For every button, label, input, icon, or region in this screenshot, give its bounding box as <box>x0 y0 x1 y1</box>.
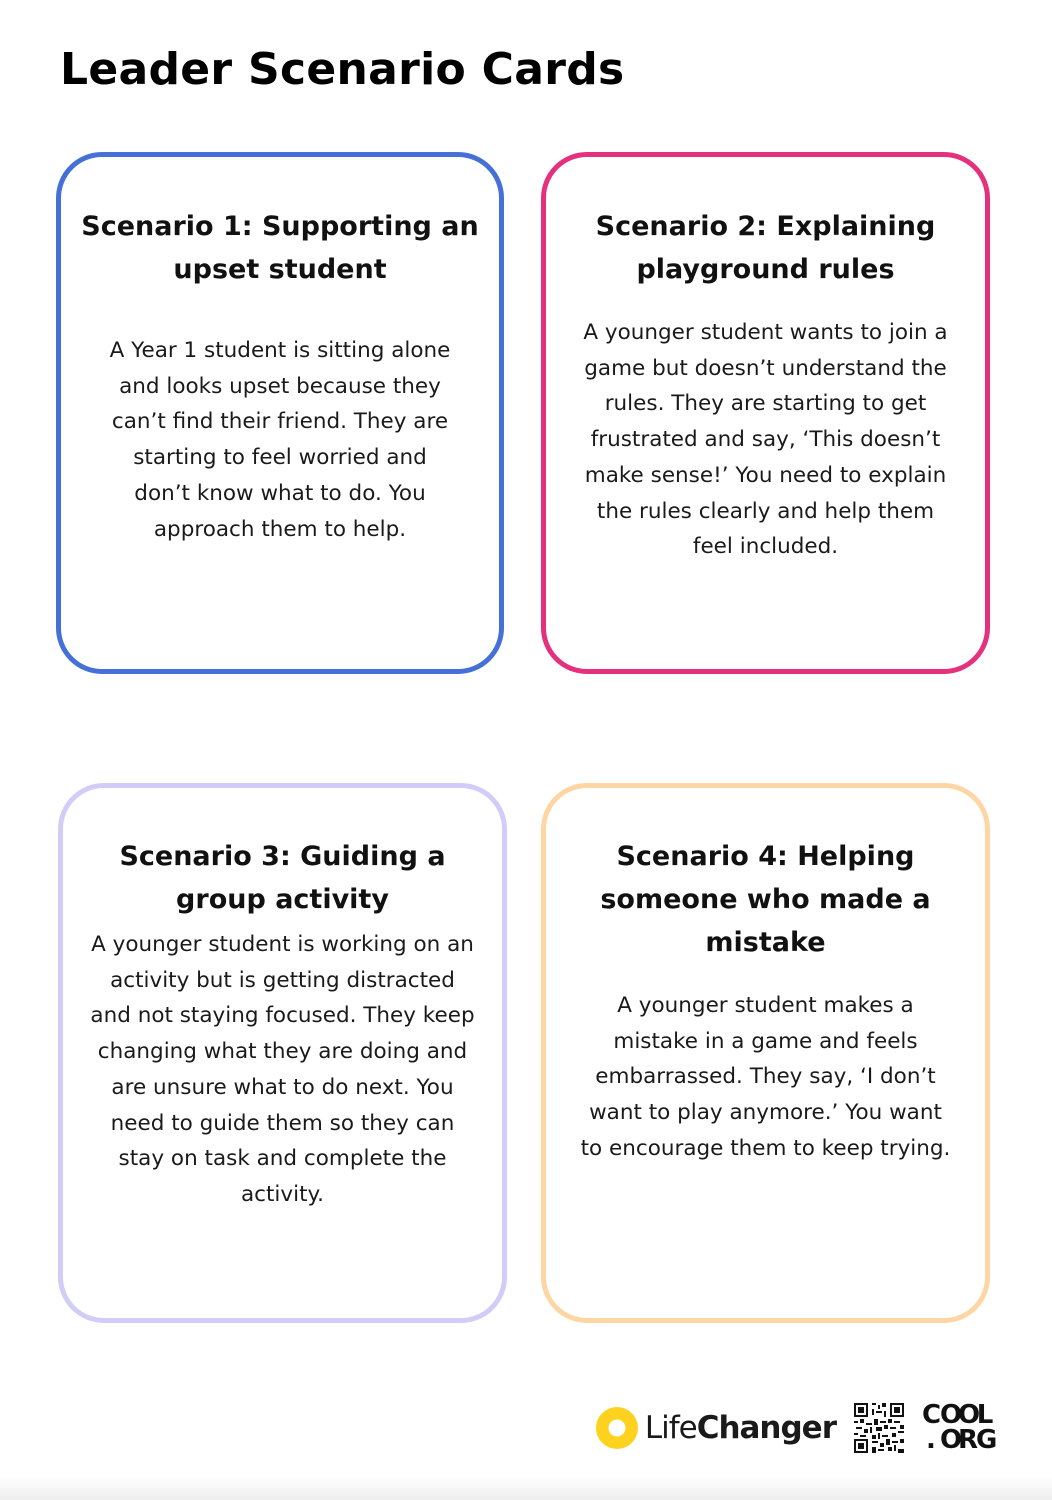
page-bottom-edge <box>0 1476 1052 1500</box>
lifechanger-circle-icon <box>595 1406 639 1450</box>
scenario-title: Scenario 2: Explaining playground rules <box>595 211 936 285</box>
scenario-description: A younger student wants to join a game but doesn’t understand the rules. They are starting to get frustrated and say, ‘This doesn’t make sense!’ You need to explain the rules clearly and help them feel included. <box>583 320 948 560</box>
cool-logo-letter: L <box>976 1400 994 1430</box>
scenario-card-4 <box>541 783 990 1323</box>
page-title: Leader Scenario Cards <box>60 44 625 95</box>
cool-logo-letter: G <box>976 1425 998 1455</box>
scenario-card-3 <box>58 783 507 1323</box>
scenario-title: Scenario 4: Helping someone who made a mistake <box>600 841 931 958</box>
cool-logo-letter: C <box>922 1400 942 1430</box>
cool-logo-letter: O <box>958 1400 981 1430</box>
scenario-title: Scenario 3: Guiding a group activity <box>119 841 446 915</box>
lifechanger-wordmark-bold: Changer <box>696 1410 836 1446</box>
cool-logo-letter: O <box>940 1400 963 1430</box>
scenario-description: A younger student makes a mistake in a game and feels embarrassed. They say, ‘I don’t want to play anymore.’ You want to encourage them to keep trying. <box>580 993 951 1161</box>
scenario-description: A Year 1 student is sitting alone and looks upset because they can’t find their friend. They are starting to feel worried and don’t know what to do. You approach them to help. <box>109 338 451 542</box>
lifechanger-wordmark <box>645 1410 836 1446</box>
lifechanger-wordmark-light: Life <box>644 1410 697 1446</box>
footer-logos <box>595 1400 998 1456</box>
scenario-card-2 <box>541 152 990 674</box>
cool-logo-letter: O <box>940 1425 963 1455</box>
cool-logo-letter: . <box>926 1425 936 1455</box>
cool-logo-letter: R <box>958 1425 979 1455</box>
scenario-title: Scenario 1: Supporting an upset student <box>81 211 479 285</box>
scenario-card-1 <box>56 152 504 674</box>
qr-code-icon <box>854 1403 904 1453</box>
lifechanger-logo <box>595 1406 836 1450</box>
cool-org-logo <box>922 1400 998 1455</box>
scenario-description: A younger student is working on an activity but is getting distracted and not staying focused. They keep changing what they are doing and are unsure what to do next. You need to guide them so they can stay on task and complete the activity. <box>90 932 475 1207</box>
